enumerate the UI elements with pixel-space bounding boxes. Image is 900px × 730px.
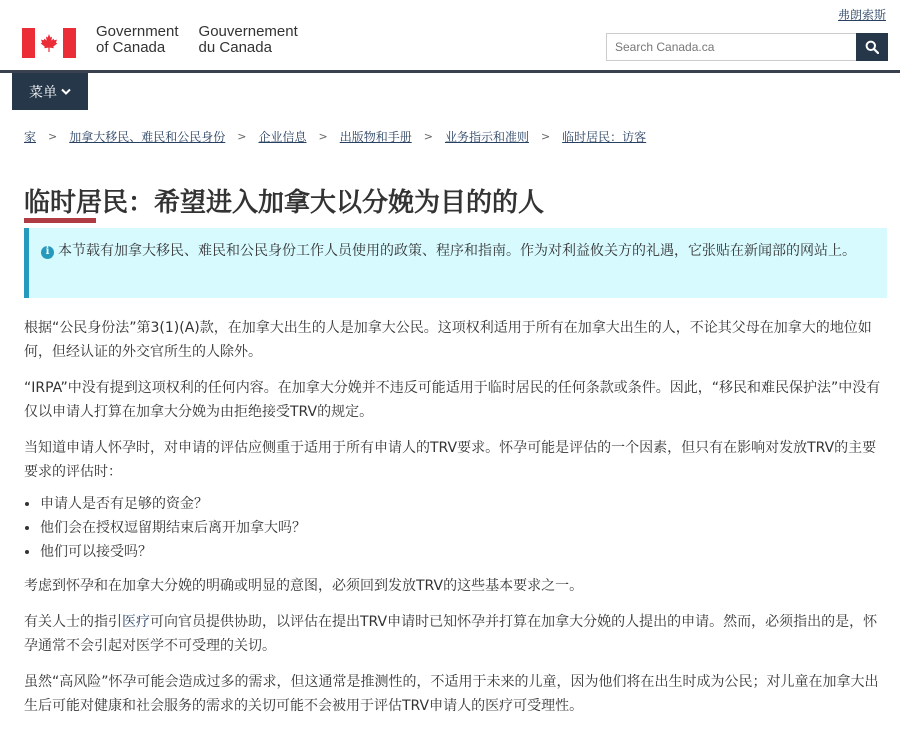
info-notice	[24, 228, 887, 298]
paragraph-pregnancy-assessment: 当知道申请人怀孕时，对申请的评估应侧重于适用于所有申请人的TRV要求。怀孕可能是评估的一个因素，但只有在影响对发放TRV的主要要求的评估时：	[24, 440, 877, 480]
language-toggle-link[interactable]: 弗朗索斯	[837, 8, 886, 22]
search-button[interactable]	[856, 33, 888, 61]
breadcrumb-separator-icon: >	[540, 130, 551, 143]
medical-link[interactable]: 医疗	[122, 614, 150, 630]
government-name-french: Gouvernement du Canada	[198, 23, 298, 56]
government-name-english: Government of Canada	[96, 23, 179, 56]
list-item: • 他们会在授权逗留期结束后离开加拿大吗？	[40, 516, 888, 540]
breadcrumb-separator-icon: >	[237, 130, 247, 143]
government-signature[interactable]	[22, 24, 298, 58]
search-input[interactable]: Search Canada.ca	[606, 33, 858, 61]
paragraph-intent: 考虑到怀孕和在加拿大分娩的明确或明显的意图，必须回到发放TRV的这些基本要求之一。	[24, 578, 584, 594]
breadcrumb-separator-icon: >	[318, 130, 328, 143]
info-notice-text: 本节载有加拿大移民、难民和公民身份工作人员使用的政策、程序和指南。作为对利益攸关方的礼遇，它张贴在新闻部的网站上。	[58, 243, 856, 259]
list-item: • 申请人是否有足够的资金？	[40, 492, 888, 516]
breadcrumb-separator-icon: >	[423, 130, 433, 143]
breadcrumb-home[interactable]: 家	[24, 130, 37, 144]
breadcrumb-operational-instructions[interactable]: 业务指示和准则	[444, 130, 529, 144]
paragraph-high-risk: 虽然“高风险”怀孕可能会造成过多的需求，但这通常是推测性的，不适用于未来的儿童，因为他们将在出生时成为公民；对儿童在加拿大出生后可能对健康和社会服务的需求的关切可能不会被用于评估TRV申请人的医疗可受理性。	[24, 674, 879, 714]
breadcrumb	[24, 128, 886, 145]
menu-label: 菜单	[29, 84, 57, 101]
breadcrumb-temporary-residents-visitors[interactable]: 临时居民：访客	[562, 130, 647, 144]
paragraph-citizenship-act: 根据“公民身份法”第3(1)(A)款，在加拿大出生的人是加拿大公民。这项权利适用于所有在加拿大出生的人，不论其父母在加拿大的地位如何，但经认证的外交官所生的人除外。	[24, 320, 872, 360]
page-title: 临时居民：希望进入加拿大以分娩为目的的人	[24, 188, 545, 218]
breadcrumb-publications[interactable]: 出版物和手册	[339, 130, 412, 144]
title-underline	[24, 218, 96, 223]
canada-flag-icon	[22, 28, 76, 58]
chevron-down-icon	[61, 88, 71, 96]
search-icon	[865, 40, 879, 54]
info-icon: i	[41, 246, 54, 259]
menu-button[interactable]	[12, 73, 88, 110]
paragraph-irpa: “IRPA”中没有提到这项权利的任何内容。在加拿大分娩并不违反可能适用于临时居民的任何条款或条件。因此，“移民和难民保护法”中没有仅以申请人打算在加拿大分娩为由拒绝接受TRV的规定。	[24, 380, 881, 420]
breadcrumb-ircc[interactable]: 加拿大移民、难民和公民身份	[69, 130, 226, 144]
paragraph-medical-guidance: 有关人士的指引医疗可向官员提供协助，以评估在提出TRV申请时已知怀孕并打算在加拿大分娩的人提出的申请。然而，必须指出的是，怀孕通常不会引起对医学不可受理的关切。	[24, 614, 878, 654]
breadcrumb-corporate-info[interactable]: 企业信息	[258, 130, 307, 144]
requirements-list	[24, 492, 888, 564]
main-content	[24, 316, 888, 730]
breadcrumb-separator-icon: >	[48, 130, 58, 143]
header-divider	[0, 70, 900, 73]
list-item: • 他们可以接受吗？	[40, 540, 888, 564]
